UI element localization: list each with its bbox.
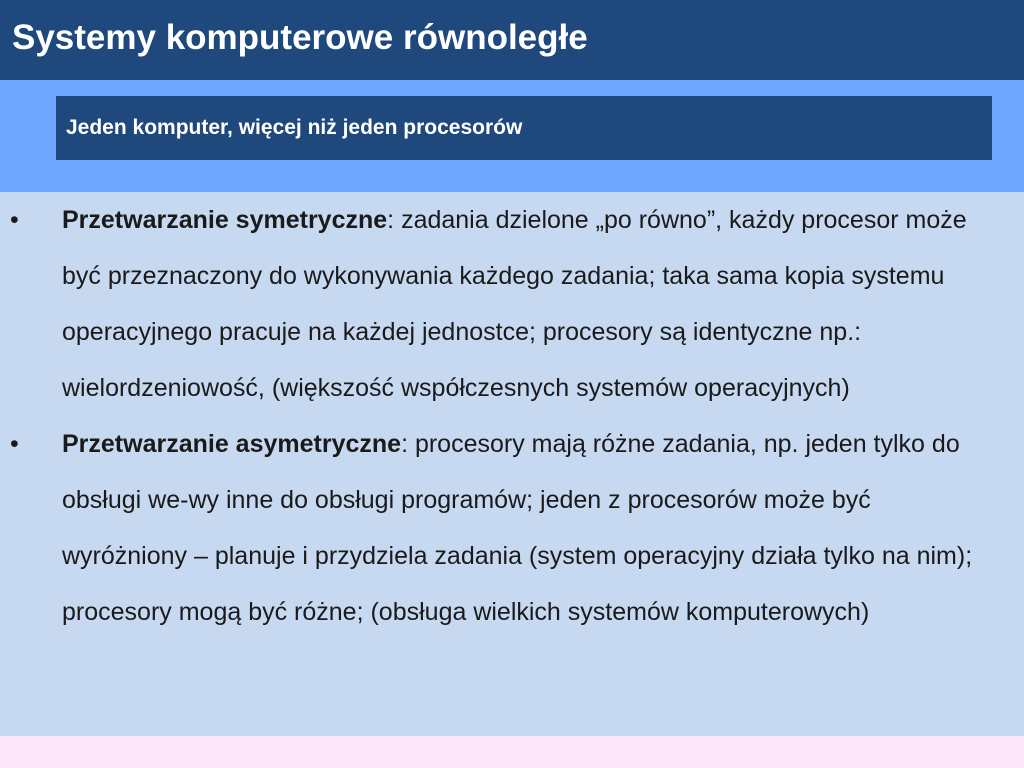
bullet-text-asymmetric: : procesory mają różne zadania, np. jeden tylko do obsługi we-wy inne do obsługi programów; jeden z procesorów może być wyróżniony – planuje i przydziela zadania (system operacyjny działa tylko na nim); procesory mogą być różne; (obsługa wielkich systemów komputerowych) — [62, 430, 973, 626]
bullet-term-asymmetric: Przetwarzanie asymetryczne — [62, 430, 402, 458]
bullet-marker: • — [10, 206, 19, 234]
slide-title: Systemy komputerowe równoległe — [12, 18, 588, 57]
content-area — [0, 192, 1024, 736]
bullet-text-symmetric: : zadania dzielone „po równo”, każdy procesor może być przeznaczony do wykonywania każdego zadania; taka sama kopia systemu operacyjnego pracuje na każdej jednostce; procesory są identyczne np.: wielordzeniowość, (większość współczesnych systemów operacyjnych) — [62, 206, 967, 402]
slide-subtitle: Jeden komputer, więcej niż jeden procesorów — [66, 116, 523, 139]
title-bar — [0, 0, 1024, 80]
bullet-item-symmetric — [0, 192, 1024, 416]
footer-band — [0, 736, 1024, 768]
subtitle-box — [56, 96, 992, 160]
bullet-item-asymmetric — [0, 416, 1024, 640]
bullet-term-symmetric: Przetwarzanie symetryczne — [62, 206, 388, 234]
bullet-marker: • — [10, 430, 19, 458]
subtitle-band — [0, 80, 1024, 192]
bullet-list — [0, 192, 1024, 640]
